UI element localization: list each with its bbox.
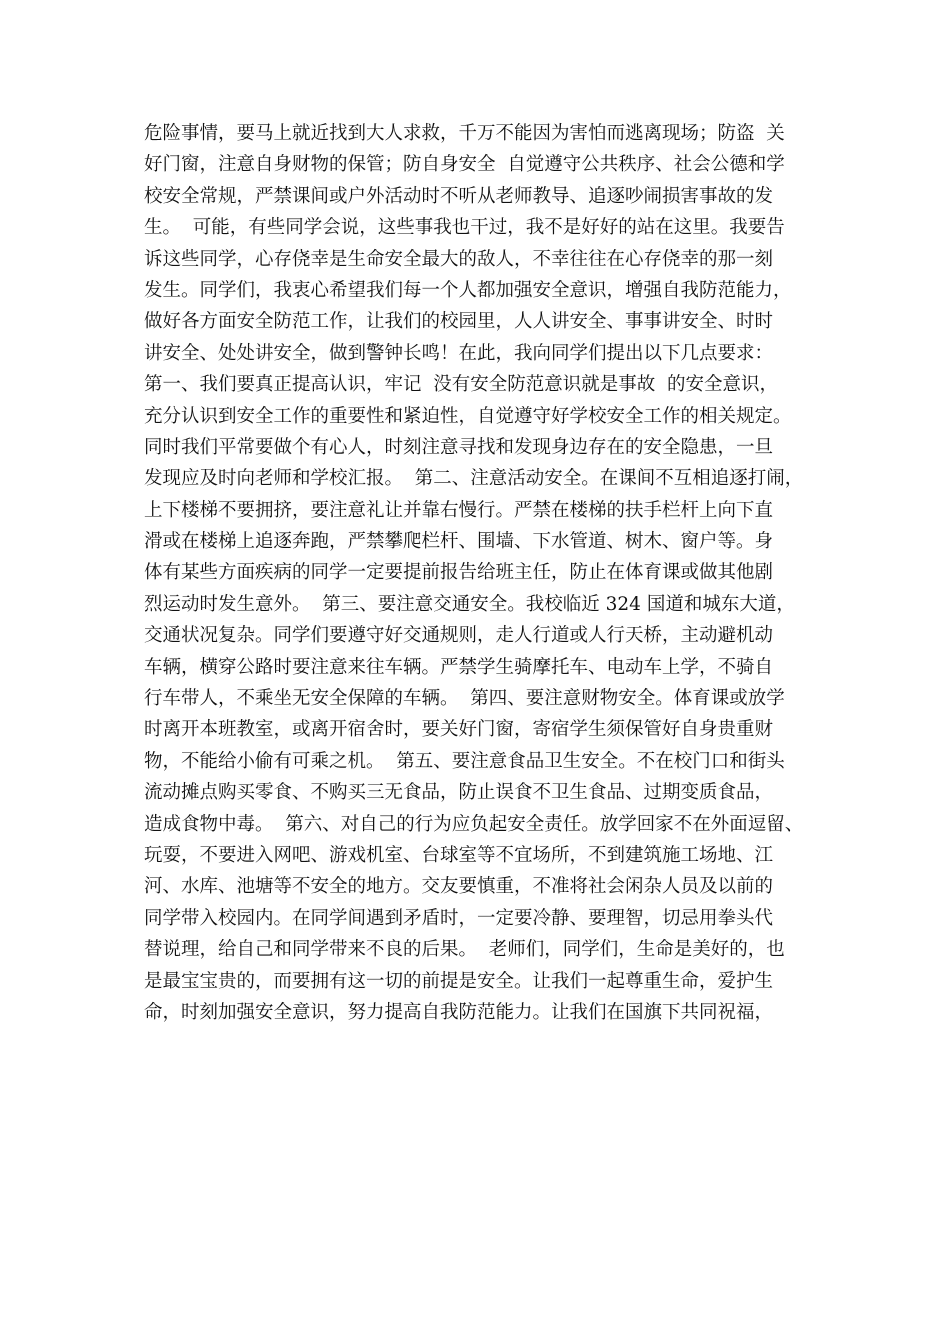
text-line: 危险事情，要马上就近找到大人求救，千万不能因为害怕而逃离现场；防盗 关 xyxy=(144,123,785,144)
text-line: 充分认识到安全工作的重要性和紧迫性，自觉遵守好学校安全工作的相关规定。 xyxy=(144,405,792,427)
text-line: 流动摊点购买零食、不购买三无食品，防止误食不卫生食品、过期变质食品， xyxy=(144,782,774,804)
text-line: 命，时刻加强安全意识，努力提高自我防范能力。让我们在国旗下共同祝福， xyxy=(144,1001,774,1023)
text-line: 诉这些同学，心存侥幸是生命安全最大的敌人，不幸往往在心存侥幸的那一刻 xyxy=(144,248,774,270)
text-line: 交通状况复杂。同学们要遵守好交通规则，走人行道或人行天桥，主动避机动 xyxy=(144,625,774,647)
text-line: 时离开本班教室，或离开宿舍时，要关好门窗，寄宿学生须保管好自身贵重财 xyxy=(144,719,774,741)
text-line: 行车带人，不乘坐无安全保障的车辆。 第四、要注意财物安全。体育课或放学 xyxy=(144,688,785,710)
text-line: 车辆，横穿公路时要注意来往车辆。严禁学生骑摩托车、电动车上学，不骑自 xyxy=(144,656,774,678)
text-line: 替说理，给自己和同学带来不良的后果。 老师们，同学们，生命是美好的，也 xyxy=(144,939,785,961)
text-line: 生。 可能，有些同学会说，这些事我也干过，我不是好好的站在这里。我要告 xyxy=(144,217,785,239)
text-line: 玩耍，不要进入网吧、游戏机室、台球室等不宜场所，不到建筑施工场地、江 xyxy=(144,844,774,866)
text-line: 滑或在楼梯上追逐奔跑，严禁攀爬栏杆、围墙、下水管道、树木、窗户等。身 xyxy=(144,531,774,553)
text-line: 做好各方面安全防范工作，让我们的校园里，人人讲安全、事事讲安全、时时 xyxy=(144,311,774,333)
text-line: 同时我们平常要做个有心人，时刻注意寻找和发现身边存在的安全隐患，一旦 xyxy=(144,436,774,458)
text-line: 上下楼梯不要拥挤，要注意礼让并靠右慢行。严禁在楼梯的扶手栏杆上向下直 xyxy=(144,499,774,521)
body-text xyxy=(144,118,834,1028)
text-line: 好门窗，注意自身财物的保管；防自身安全 自觉遵守公共秩序、社会公德和学 xyxy=(144,154,785,176)
text-line: 河、水库、池塘等不安全的地方。交友要慎重，不准将社会闲杂人员及以前的 xyxy=(144,876,774,898)
text-line: 第一、我们要真正提高认识，牢记 没有安全防范意识就是事故 的安全意识， xyxy=(144,374,779,396)
text-line: 校安全常规，严禁课间或户外活动时不听从老师教导、追逐吵闹损害事故的发 xyxy=(144,185,774,207)
text-line: 造成食物中毒。 第六、对自己的行为应负起安全责任。放学回家不在外面逗留、 xyxy=(144,813,804,835)
text-line: 发生。同学们，我衷心希望我们每一个人都加强安全意识，增强自我防范能力， xyxy=(144,279,792,301)
text-line: 讲安全、处处讲安全，做到警钟长鸣！在此，我向同学们提出以下几点要求： xyxy=(144,342,774,364)
text-line: 发现应及时向老师和学校汇报。 第二、注意活动安全。在课间不互相追逐打闹， xyxy=(144,468,804,490)
text-line: 烈运动时发生意外。 第三、要注意交通安全。我校临近 324 国道和城东大道， xyxy=(144,593,795,615)
text-line: 是最宝宝贵的，而要拥有这一切的前提是安全。让我们一起尊重生命，爱护生 xyxy=(144,970,774,992)
text-line: 体有某些方面疾病的同学一定要提前报告给班主任，防止在体育课或做其他剧 xyxy=(144,562,774,584)
text-line: 同学带入校园内。在同学间遇到矛盾时，一定要冷静、要理智，切忌用拳头代 xyxy=(144,907,774,929)
text-line: 物，不能给小偷有可乘之机。 第五、要注意食品卫生安全。不在校门口和街头 xyxy=(144,750,785,772)
